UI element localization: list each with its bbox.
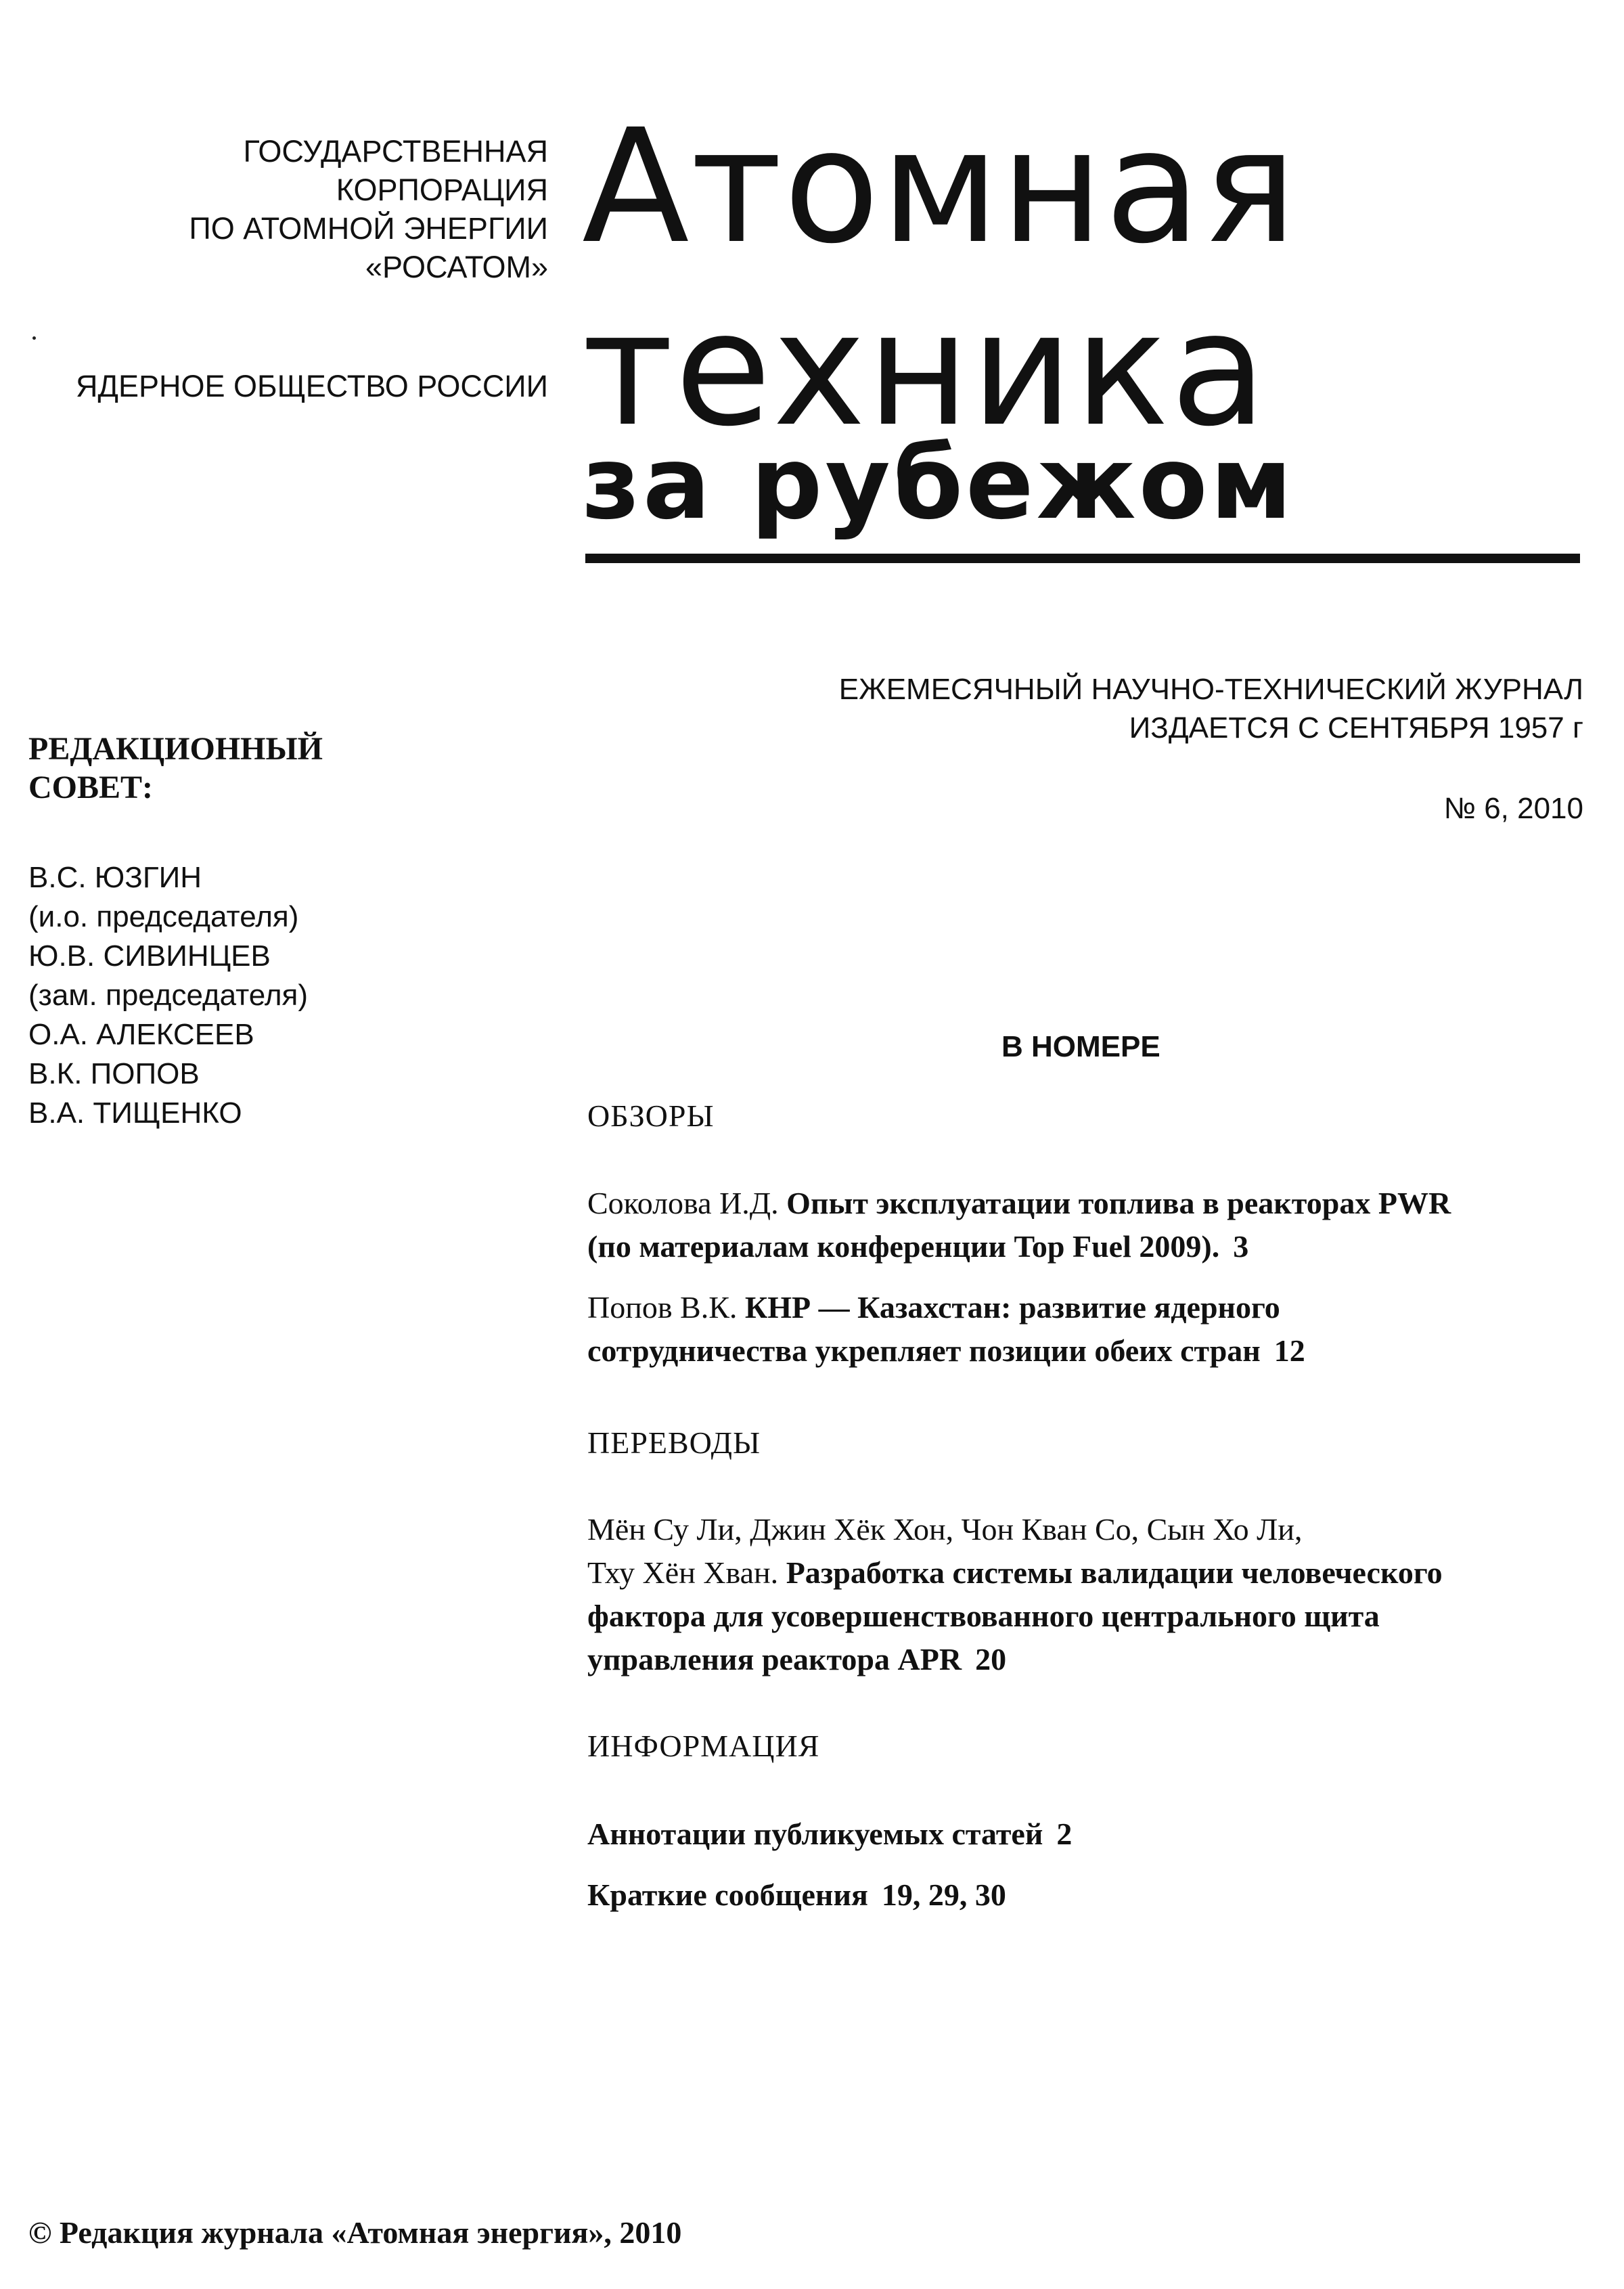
- org-line: «РОСАТОМ»: [365, 250, 548, 284]
- toc-entry-title: КНР — Казахстан: развитие ядерного: [744, 1290, 1280, 1325]
- toc-entry[interactable]: [587, 1182, 1562, 1268]
- toc-entry-author: Соколова И.Д.: [587, 1186, 787, 1220]
- toc-entry-line: [587, 1551, 1562, 1595]
- toc-entry-title: сотрудничества укрепляет позиции обеих стран: [587, 1333, 1261, 1368]
- toc-entry-line: фактора для усовершенствованного центрального щита: [587, 1599, 1380, 1633]
- toc-entry-line: [587, 1286, 1562, 1329]
- toc-entry-author: Попов В.К.: [587, 1290, 745, 1325]
- toc-entry-line: [587, 1508, 1562, 1551]
- toc-entry-author: Мён Су Ли, Джин Хёк Хон, Чон Кван Со, Сын Хо Ли,: [587, 1512, 1303, 1547]
- toc-entry-line: [587, 1182, 1562, 1225]
- toc-page-number: 19, 29, 30: [881, 1877, 1006, 1912]
- org-line: ГОСУДАРСТВЕННАЯ: [243, 134, 548, 169]
- toc-entry[interactable]: [587, 1286, 1562, 1373]
- toc-entry-title: (по материалам конференции Top Fuel 2009).: [587, 1229, 1220, 1264]
- toc-entry-author: Тху Хён Хван.: [587, 1555, 786, 1590]
- journal-meta: [677, 670, 1583, 747]
- council-member: Ю.В. СИВИНЦЕВ: [28, 939, 271, 973]
- toc-entry[interactable]: [587, 1813, 1562, 1856]
- council-member-role: (и.о. председателя): [28, 900, 299, 933]
- toc-page-number: 12: [1273, 1333, 1305, 1368]
- council-heading-line: РЕДАКЦИОННЫЙ: [28, 731, 323, 767]
- council-member: В.А. ТИЩЕНКО: [28, 1096, 242, 1130]
- society-name: ЯДЕРНОЕ ОБЩЕСТВО РОССИИ: [76, 369, 548, 403]
- toc-entry[interactable]: [587, 1873, 1562, 1917]
- toc-page-number: 3: [1233, 1229, 1249, 1264]
- print-speck: [32, 336, 36, 340]
- council-heading-line: СОВЕТ:: [28, 770, 154, 805]
- toc-entry[interactable]: [587, 1508, 1562, 1681]
- council-member: О.А. АЛЕКСЕЕВ: [28, 1018, 254, 1051]
- toc-entry-line: [587, 1638, 1562, 1681]
- toc-entry-title: управления реактора APR: [587, 1642, 962, 1676]
- title-line-3: за рубежом: [582, 425, 1295, 541]
- toc-entry-title: Аннотации публикуемых статей: [587, 1817, 1043, 1851]
- toc-entry-title: Опыт эксплуатации топлива в реакторах PWR: [786, 1186, 1451, 1220]
- toc-page-number: 20: [975, 1642, 1007, 1676]
- toc-page-number: 2: [1056, 1817, 1073, 1851]
- title-line-1: Атомная: [582, 95, 1299, 278]
- org-line: ПО АТОМНОЙ ЭНЕРГИИ: [189, 211, 548, 246]
- toc-section-information: ИНФОРМАЦИЯ: [587, 1729, 820, 1763]
- council-members: [28, 858, 308, 1133]
- council-member-role: (зам. председателя): [28, 979, 308, 1012]
- council-member: В.К. ПОПОВ: [28, 1057, 200, 1090]
- toc-entry-line: [587, 1225, 1562, 1268]
- toc-entry-line: [587, 1873, 1562, 1917]
- title-divider: [585, 554, 1580, 563]
- toc-heading: В НОМЕРЕ: [1001, 1030, 1160, 1063]
- title-line-2: техника: [582, 278, 1268, 461]
- copyright: © Редакция журнала «Атомная энергия», 2010: [28, 2215, 682, 2250]
- toc-section-reviews: ОБЗОРЫ: [587, 1098, 715, 1133]
- organization-block: [156, 132, 548, 286]
- council-member: В.С. ЮЗГИН: [28, 861, 202, 894]
- toc-entry-line: [587, 1329, 1562, 1373]
- council-heading: [28, 730, 434, 807]
- toc-entry-title: Краткие сообщения: [587, 1877, 868, 1912]
- issue-number: № 6, 2010: [1443, 792, 1583, 825]
- journal-frequency: ЕЖЕМЕСЯЧНЫЙ НАУЧНО-ТЕХНИЧЕСКИЙ ЖУРНАЛ: [838, 673, 1583, 706]
- org-line: КОРПОРАЦИЯ: [336, 173, 548, 207]
- toc-entry-title: Разработка системы валидации человеческого: [786, 1555, 1443, 1590]
- journal-since: ИЗДАЕТСЯ С СЕНТЯБРЯ 1957 г: [1129, 711, 1583, 745]
- toc-section-translations: ПЕРЕВОДЫ: [587, 1425, 761, 1460]
- toc-entry-line: [587, 1813, 1562, 1856]
